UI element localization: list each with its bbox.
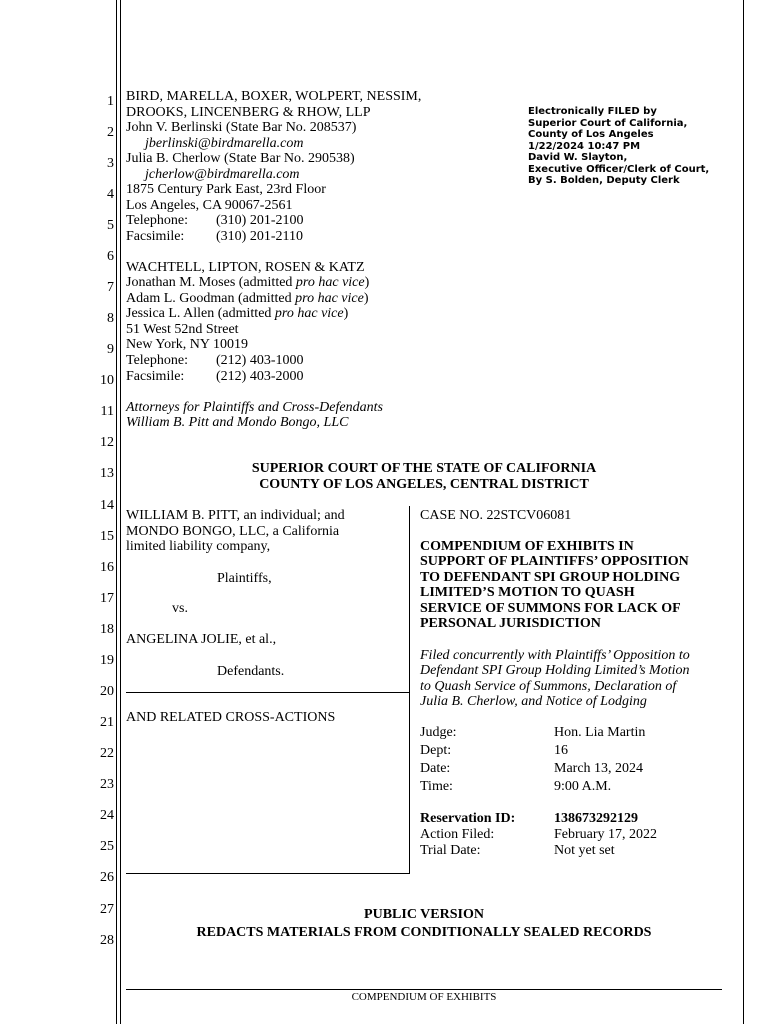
line-number: 10 <box>100 373 114 388</box>
line-number: 18 <box>100 622 114 637</box>
trial-date-label: Trial Date: <box>420 843 481 858</box>
line-number: 5 <box>107 218 114 233</box>
attorney-cherlow: Julia B. Cherlow (State Bar No. 290538) <box>126 151 355 166</box>
party-defendant: ANGELINA JOLIE, et al., <box>126 632 277 647</box>
line-number: 12 <box>100 435 114 450</box>
action-filed-label: Action Filed: <box>420 827 495 842</box>
line-number: 1 <box>107 94 114 109</box>
line-number: 3 <box>107 156 114 171</box>
document-title-3: TO DEFENDANT SPI GROUP HOLDING <box>420 570 681 585</box>
firm-name-1: BIRD, MARELLA, BOXER, WOLPERT, NESSIM, <box>126 89 422 104</box>
related-cross-actions: AND RELATED CROSS-ACTIONS <box>126 710 336 725</box>
case-number: CASE NO. 22STCV06081 <box>420 508 572 523</box>
line-number: 16 <box>100 560 114 575</box>
redaction-notice: REDACTS MATERIALS FROM CONDITIONALLY SEALED RECORDS <box>196 925 652 940</box>
dept-value: 16 <box>554 743 568 758</box>
attorney-moses-name: Jonathan M. Moses (admitted <box>126 275 296 290</box>
line-number: 21 <box>100 715 114 730</box>
document-title-1: COMPENDIUM OF EXHIBITS IN <box>420 539 634 554</box>
court-district: COUNTY OF LOS ANGELES, CENTRAL DISTRICT <box>259 477 589 492</box>
stamp-line: By S. Bolden, Deputy Clerk <box>528 175 680 186</box>
attorney-allen <box>126 306 348 322</box>
document-title-5: SERVICE OF SUMMONS FOR LACK OF <box>420 601 681 616</box>
email-berlinski: jberlinski@birdmarella.com <box>145 136 304 151</box>
filed-concurrently-4: Julia B. Cherlow, and Notice of Lodging <box>420 694 647 709</box>
dept-label: Dept: <box>420 743 452 758</box>
reservation-id-label: Reservation ID: <box>420 811 516 826</box>
line-number: 11 <box>100 404 114 419</box>
line-number: 13 <box>100 466 114 481</box>
attorney-moses <box>126 275 369 291</box>
line-number: 26 <box>100 870 114 885</box>
filing-stamp <box>528 106 709 187</box>
attorney-berlinski: John V. Berlinski (State Bar No. 208537) <box>126 120 357 135</box>
line-number: 7 <box>107 280 114 295</box>
line-number: 28 <box>100 933 114 948</box>
facsimile-label-2: Facsimile: <box>126 369 185 384</box>
attorney-allen-name: Jessica L. Allen (admitted <box>126 306 275 321</box>
reservation-id-value: 138673292129 <box>554 811 638 826</box>
telephone-label: Telephone: <box>126 213 188 228</box>
attorney-goodman-name: Adam L. Goodman (admitted <box>126 291 296 306</box>
trial-date-value: Not yet set <box>554 843 615 858</box>
public-version: PUBLIC VERSION <box>364 907 484 922</box>
line-number: 15 <box>100 529 114 544</box>
footer-rule <box>126 989 722 990</box>
time-label: Time: <box>420 779 453 794</box>
court-name: SUPERIOR COURT OF THE STATE OF CALIFORNIA <box>251 461 597 476</box>
address-line-2: Los Angeles, CA 90067-2561 <box>126 198 293 213</box>
line-number: 24 <box>100 808 114 823</box>
stamp-line: 1/22/2024 10:47 PM <box>528 140 641 152</box>
address-line-1: 1875 Century Park East, 23rd Floor <box>126 182 326 197</box>
margin-rule-right <box>743 0 744 1024</box>
firm-name-1-cont: DROOKS, LINCENBERG & RHOW, LLP <box>126 105 371 120</box>
document-title-6: PERSONAL JURISDICTION <box>420 616 601 631</box>
line-number: 8 <box>107 311 114 326</box>
facsimile-label: Facsimile: <box>126 229 185 244</box>
line-number: 9 <box>107 342 114 357</box>
date-value: March 13, 2024 <box>554 761 644 776</box>
party-plaintiff-2: MONDO BONGO, LLC, a California <box>126 524 340 539</box>
versus: vs. <box>172 601 188 616</box>
caption-rule-bottom <box>126 873 409 874</box>
stamp-line: County of Los Angeles <box>528 129 654 140</box>
address-line-4: New York, NY 10019 <box>126 337 248 352</box>
filed-concurrently-1: Filed concurrently with Plaintiffs’ Opposition to <box>420 648 690 663</box>
telephone-value-2: (212) 403-1000 <box>216 353 304 368</box>
filed-concurrently-3: to Quash Service of Summons, Declaration of <box>420 679 677 694</box>
party-plaintiff-1: WILLIAM B. PITT, an individual; and <box>126 508 345 523</box>
pro-hac-vice: pro hac vice <box>295 275 365 290</box>
margin-rule-inner <box>120 0 121 1024</box>
pro-hac-vice: pro hac vice <box>295 291 364 306</box>
document-title-2: SUPPORT OF PLAINTIFFS’ OPPOSITION <box>420 554 689 569</box>
close-paren: ) <box>364 275 370 290</box>
judge-value: Hon. Lia Martin <box>554 725 646 740</box>
telephone-label-2: Telephone: <box>126 353 188 368</box>
attorneys-for-line-2: William B. Pitt and Mondo Bongo, LLC <box>126 415 349 430</box>
line-number: 20 <box>100 684 114 699</box>
telephone-value: (310) 201-2100 <box>216 213 304 228</box>
stamp-line: Executive Officer/Clerk of Court, <box>528 163 710 175</box>
date-label: Date: <box>420 761 451 776</box>
email-cherlow: jcherlow@birdmarella.com <box>145 167 300 182</box>
line-number: 6 <box>107 249 114 264</box>
line-number: 27 <box>100 902 114 917</box>
footer-title: COMPENDIUM OF EXHIBITS <box>351 991 497 1003</box>
address-line-3: 51 West 52nd Street <box>126 322 239 337</box>
stamp-line: Superior Court of California, <box>528 117 688 129</box>
facsimile-value: (310) 201-2110 <box>216 229 303 244</box>
attorney-goodman <box>126 291 369 307</box>
judge-label: Judge: <box>420 725 457 740</box>
firm-name-2: WACHTELL, LIPTON, ROSEN & KATZ <box>126 260 365 275</box>
party-plaintiff-3: limited liability company, <box>126 539 271 554</box>
attorneys-for-line-1: Attorneys for Plaintiffs and Cross-Defendants <box>126 400 383 415</box>
line-number: 4 <box>107 187 114 202</box>
line-number: 2 <box>107 125 114 140</box>
filed-concurrently-2: Defendant SPI Group Holding Limited’s Motion <box>420 663 690 678</box>
pro-hac-vice: pro hac vice <box>274 306 344 321</box>
line-number: 22 <box>100 746 114 761</box>
plaintiffs-label: Plaintiffs, <box>217 571 272 586</box>
defendants-label: Defendants. <box>217 664 285 679</box>
facsimile-value-2: (212) 403-2000 <box>216 369 304 384</box>
action-filed-value: February 17, 2022 <box>554 827 658 842</box>
margin-rule-outer <box>116 0 117 1024</box>
document-title-4: LIMITED’S MOTION TO QUASH <box>420 585 635 600</box>
caption-rule-middle <box>126 692 409 693</box>
stamp-line: David W. Slayton, <box>528 152 628 163</box>
caption-divider <box>409 506 410 874</box>
time-value: 9:00 A.M. <box>554 779 612 794</box>
line-number: 23 <box>100 777 114 792</box>
line-number: 17 <box>100 591 114 606</box>
line-number: 25 <box>100 839 114 854</box>
stamp-line: Electronically FILED by <box>528 106 657 117</box>
close-paren: ) <box>343 306 349 321</box>
close-paren: ) <box>363 291 369 306</box>
line-number: 19 <box>100 653 114 668</box>
line-number: 14 <box>100 498 114 513</box>
